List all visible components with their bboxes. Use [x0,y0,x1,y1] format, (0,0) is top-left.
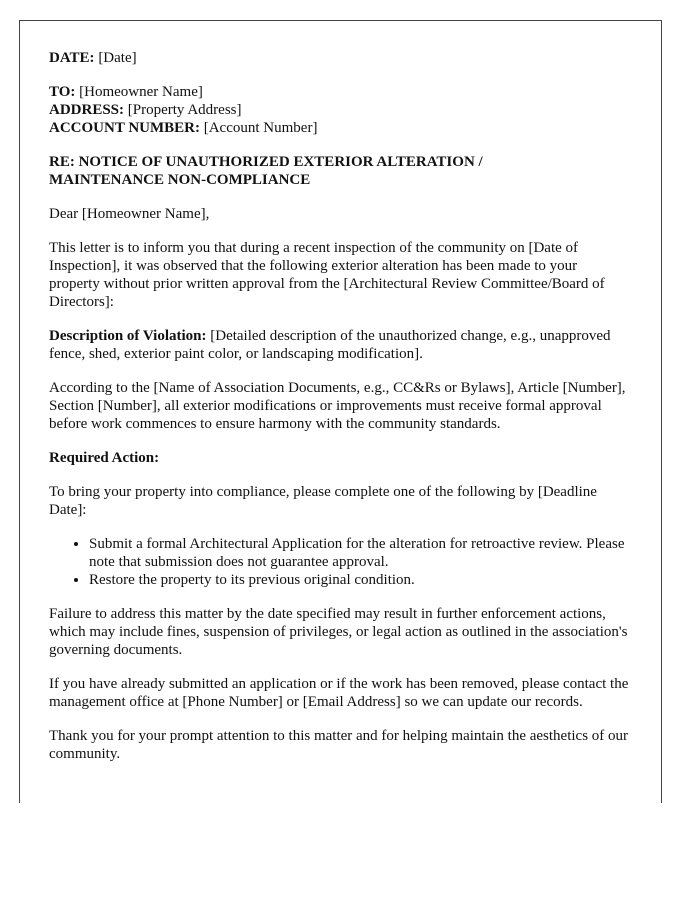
required-action-heading: Required Action: [49,450,160,466]
action-item: • Restore the property to its previous original condition. [89,571,631,589]
contact-paragraph: If you have already submitted an application or if the work has been removed, please contact the management office at [Phone Number] or [Email Address] so we can update our records. [49,676,629,710]
violation-paragraph: Description of Violation: [Detailed description of the unauthorized change, e.g., unapproved fence, shed, exterior paint color, or landscaping modification]. [49,328,611,362]
closing-paragraph: Thank you for your prompt attention to this matter and for helping maintain the aesthetics of our community. [49,728,629,762]
letter-page [19,20,662,803]
intro-paragraph: This letter is to inform you that during a recent inspection of the community on [Date of Inspection], it was observed that the following exterior alteration has been made to your property without prior written approval from the [Architectural Review Committee/Board of Directors]: [49,240,605,310]
salutation: Dear [Homeowner Name], [49,206,210,222]
date-line: DATE: [Date] [49,50,137,66]
recipient-block: TO: [Homeowner Name] ADDRESS: [Property Address] ACCOUNT NUMBER: [Account Number] [49,84,318,136]
governing-paragraph: According to the [Name of Association Documents, e.g., CC&Rs or Bylaws], Article [Number], Section [Number], all exterior modifications or improvements must receive formal approval before work commences to ensure harmony with the community standards. [49,380,626,432]
consequences-paragraph: Failure to address this matter by the date specified may result in further enforcement actions, which may include fines, suspension of privileges, or legal action as outlined in the association's governing documents. [49,606,628,658]
subject-line: RE: NOTICE OF UNAUTHORIZED EXTERIOR ALTERATION / MAINTENANCE NON-COMPLIANCE [49,154,483,188]
action-item: • Submit a formal Architectural Application for the alteration for retroactive review. Please note that submission does not guarantee approval. [89,535,631,571]
required-action-intro: To bring your property into compliance, please complete one of the following by [Deadline Date]: [49,484,597,518]
action-list [49,535,631,589]
